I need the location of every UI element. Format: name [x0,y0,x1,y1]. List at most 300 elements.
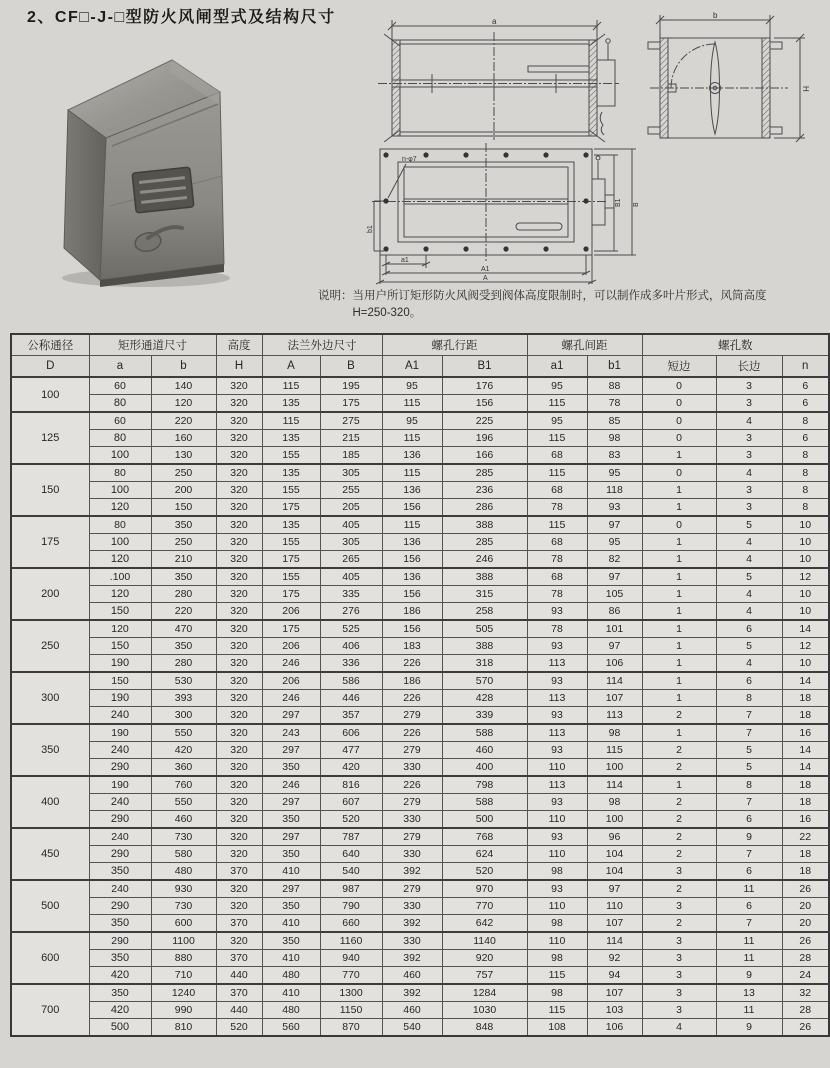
cell-value: 95 [527,377,587,395]
cell-value: 276 [320,603,382,621]
cell-value: 480 [151,863,216,881]
cell-value: 768 [442,828,527,846]
cell-value: 290 [89,932,151,950]
column-header: D [11,356,89,378]
table-row [11,863,829,881]
cell-value: 280 [151,586,216,603]
cell-value: 406 [320,638,382,655]
cell-value: 93 [527,794,587,811]
cell-value: 140 [151,377,216,395]
cell-value: 2 [642,794,716,811]
cell-value: 135 [262,464,320,482]
table-row [11,846,829,863]
cell-value: 1240 [151,984,216,1002]
table-row [11,395,829,413]
cell-value: 93 [527,672,587,690]
cell-value: 120 [89,620,151,638]
cell-value: 100 [89,534,151,551]
cell-value: 80 [89,395,151,413]
cell-value: 335 [320,586,382,603]
cell-value: 642 [442,915,527,933]
cell-value: 297 [262,880,320,898]
cell-value: 388 [442,516,527,534]
cell-value: 320 [216,464,262,482]
cell-value: 410 [262,863,320,881]
cell-value: 8 [782,499,829,517]
cell-value: 3 [642,898,716,915]
cell-value: 586 [320,672,382,690]
cell-value: 104 [587,846,642,863]
cell-value: 500 [89,1019,151,1037]
cell-value: 3 [642,984,716,1002]
table-row [11,638,829,655]
cell-value: 350 [89,950,151,967]
cell-value: 120 [89,586,151,603]
dim-label-B: B [633,202,640,207]
cell-value: 82 [587,551,642,569]
cell-value: 4 [716,412,782,430]
cell-value: 320 [216,395,262,413]
cell-value: 115 [262,377,320,395]
damper-photo-illustration [52,46,240,290]
cell-value: 258 [442,603,527,621]
cell-value: 220 [151,603,216,621]
cell-value: 606 [320,724,382,742]
cell-value: 320 [216,776,262,794]
cell-value: 250 [151,534,216,551]
cell-value: 607 [320,794,382,811]
cell-value: 392 [382,915,442,933]
cell-value: 1 [642,638,716,655]
cell-value: 26 [782,1019,829,1037]
cell-value: 320 [216,586,262,603]
cell-value: 2 [642,759,716,777]
cell-value: 11 [716,950,782,967]
cell-value: 14 [782,759,829,777]
cell-value: 330 [382,932,442,950]
note-text: 当用户所订矩形防火风阀受到阀体高度限制时，可以制作成多叶片形式，风筒高度H=250-320。 [352,290,767,319]
cell-value: 11 [716,1002,782,1019]
cell-value: 220 [151,412,216,430]
cell-value: 114 [587,932,642,950]
dim-label-B1: B1 [615,198,622,207]
cell-value: 350 [89,863,151,881]
cell-value: 940 [320,950,382,967]
column-header: b [151,356,216,378]
cell-value: 4 [716,586,782,603]
front-view-drawing [366,143,662,287]
cell-value: 1 [642,534,716,551]
table-row [11,724,829,742]
cell-value: 14 [782,620,829,638]
cell-value: 68 [527,482,587,499]
cell-value: 150 [89,672,151,690]
cell-value: 110 [527,898,587,915]
cell-value: 297 [262,794,320,811]
cell-value: 290 [89,846,151,863]
cell-value: 156 [382,551,442,569]
cell-value: 428 [442,690,527,707]
cell-value: 477 [320,742,382,759]
cell-value: 1 [642,499,716,517]
cell-value: 320 [216,412,262,430]
cell-value: 110 [527,759,587,777]
cell-value: 770 [320,967,382,985]
cell-value: 440 [216,967,262,985]
cell-value: 246 [442,551,527,569]
column-header: n [782,356,829,378]
cell-value: 120 [89,551,151,569]
cell-value: 7 [716,915,782,933]
end-view-drawing [628,12,820,144]
cell-value: 2 [642,707,716,725]
cell-value: 0 [642,377,716,395]
cell-value: 357 [320,707,382,725]
column-header: 长边 [716,356,782,378]
table-row [11,898,829,915]
cell-value: 7 [716,707,782,725]
cell-value: 3 [642,967,716,985]
dim-label-a1: a1 [401,257,409,264]
cell-value: 155 [262,568,320,586]
cell-value: 16 [782,811,829,829]
cell-value: 0 [642,516,716,534]
cell-value: 320 [216,724,262,742]
cell-value: 115 [527,1002,587,1019]
cell-value: 205 [320,499,382,517]
cell-value: 250 [151,464,216,482]
cell-value: 320 [216,846,262,863]
cell-value: 1284 [442,984,527,1002]
table-row [11,1002,829,1019]
cell-value: 279 [382,707,442,725]
cell-value: 150 [89,603,151,621]
cell-value: 135 [262,395,320,413]
column-header: B1 [442,356,527,378]
cell-value: 175 [262,620,320,638]
cell-value: 2 [642,828,716,846]
cell-value: 500 [442,811,527,829]
cell-value: 115 [262,412,320,430]
cell-value: 18 [782,846,829,863]
cell-value: 279 [382,880,442,898]
column-header: B [320,356,382,378]
dim-label-b1: b1 [367,225,374,233]
cell-value: 68 [527,534,587,551]
cell-value: 60 [89,377,151,395]
cell-value: 540 [382,1019,442,1037]
cell-value: 105 [587,586,642,603]
cell-value: 285 [442,464,527,482]
cell-value: 505 [442,620,527,638]
cell-value: 95 [587,464,642,482]
cell-value: 320 [216,568,262,586]
cell-value: 420 [89,1002,151,1019]
column-header: a [89,356,151,378]
cell-value: 4 [642,1019,716,1037]
cell-value: 388 [442,568,527,586]
cell-value: 100 [89,447,151,465]
cell-value: 787 [320,828,382,846]
cell-value: 16 [782,724,829,742]
cell-value: 115 [382,516,442,534]
cell-value: 136 [382,482,442,499]
cell-value: 1 [642,482,716,499]
cell-value: 104 [587,863,642,881]
cell-value: 96 [587,828,642,846]
table-row [11,482,829,499]
note-label: 说明： [318,290,353,302]
cell-value: 175 [262,499,320,517]
cell-value: 710 [151,967,216,985]
cell-value: 297 [262,828,320,846]
cell-value: 6 [716,898,782,915]
cell-value: 350 [262,846,320,863]
cell-value: 770 [442,898,527,915]
table-header [11,334,829,377]
cell-value: 350 [151,516,216,534]
cell-value: 305 [320,464,382,482]
cell-value: 60 [89,412,151,430]
note [318,288,828,321]
cell-value: 32 [782,984,829,1002]
cell-value: 113 [527,690,587,707]
cell-value: 410 [262,984,320,1002]
cell-value: 930 [151,880,216,898]
cell-value: 5 [716,568,782,586]
cell-value: 1 [642,672,716,690]
cell-value: 9 [716,828,782,846]
cell-value: 350 [262,811,320,829]
cell-value: 320 [216,932,262,950]
cell-value: 275 [320,412,382,430]
cell-value: 1 [642,586,716,603]
cell-value: 405 [320,516,382,534]
page-title: 2、CF□-J-□型防火风闸型式及结构尺寸 [27,9,336,26]
cell-value: 255 [320,482,382,499]
table-row [11,880,829,898]
cell-value: 135 [262,430,320,447]
table-row [11,464,829,482]
cell-value: 206 [262,672,320,690]
table-row [11,499,829,517]
cell-value: 120 [89,499,151,517]
cell-value: 135 [262,516,320,534]
cell-value: 240 [89,707,151,725]
cell-value: 98 [587,724,642,742]
cell-value: 420 [320,759,382,777]
cell-value: 1300 [320,984,382,1002]
cell-value: 106 [587,1019,642,1037]
cell-value: 186 [382,672,442,690]
cell-value: 265 [320,551,382,569]
cell-value: 570 [442,672,527,690]
cell-value: 106 [587,655,642,673]
cell-value: 24 [782,967,829,985]
cell-value: 5 [716,759,782,777]
cell-value: 93 [587,499,642,517]
cell-value: 350 [262,759,320,777]
cell-value: 130 [151,447,216,465]
cell-value: 97 [587,568,642,586]
cell-value: 97 [587,880,642,898]
cell-value: 28 [782,950,829,967]
cell-value: 107 [587,915,642,933]
cell-value: 226 [382,690,442,707]
cell-value: 279 [382,742,442,759]
cell-value: 470 [151,620,216,638]
cell-value: 4 [716,534,782,551]
cell-value: 226 [382,724,442,742]
cell-nominal-diameter: 150 [11,464,89,516]
cell-value: 10 [782,516,829,534]
table-row [11,776,829,794]
cell-value: 115 [382,430,442,447]
cell-value: 2 [642,880,716,898]
cell-value: 155 [262,447,320,465]
cell-value: 115 [527,430,587,447]
cell-value: 320 [216,516,262,534]
cell-value: 279 [382,828,442,846]
cell-value: 226 [382,655,442,673]
cell-value: 6 [782,430,829,447]
cell-value: 5 [716,742,782,759]
cell-value: 290 [89,898,151,915]
cell-nominal-diameter: 125 [11,412,89,464]
cell-value: 13 [716,984,782,1002]
table-row [11,516,829,534]
cell-value: 8 [782,482,829,499]
table-row [11,430,829,447]
cell-value: 410 [262,915,320,933]
cell-value: 14 [782,742,829,759]
cell-value: 206 [262,603,320,621]
cell-value: 0 [642,430,716,447]
cell-nominal-diameter: 175 [11,516,89,568]
cell-value: 20 [782,915,829,933]
cell-value: 225 [442,412,527,430]
table-row [11,377,829,395]
cell-value: 2 [642,811,716,829]
table-row [11,742,829,759]
cell-value: 360 [151,759,216,777]
cell-value: 0 [642,464,716,482]
cell-value: 290 [89,811,151,829]
cell-value: 115 [527,464,587,482]
cell-value: 98 [527,984,587,1002]
cell-value: 155 [262,482,320,499]
cell-value: 1030 [442,1002,527,1019]
cell-value: 990 [151,1002,216,1019]
column-header: A [262,356,320,378]
cell-value: 392 [382,984,442,1002]
cell-value: 588 [442,724,527,742]
cell-value: 1 [642,724,716,742]
cell-value: 93 [527,742,587,759]
cell-value: 320 [216,447,262,465]
cell-value: 330 [382,846,442,863]
cell-value: 520 [216,1019,262,1037]
cell-value: 26 [782,932,829,950]
column-group-header: 高度 [216,334,262,356]
cell-value: 97 [587,516,642,534]
cell-value: 243 [262,724,320,742]
cell-value: 392 [382,950,442,967]
cell-value: 10 [782,551,829,569]
cell-value: 107 [587,984,642,1002]
cell-value: 393 [151,690,216,707]
dim-label-H: H [801,86,810,92]
cell-nominal-diameter: 300 [11,672,89,724]
cell-value: 110 [587,898,642,915]
table-row [11,655,829,673]
table-row [11,620,829,638]
cell-nominal-diameter: 700 [11,984,89,1036]
cell-value: 370 [216,984,262,1002]
cell-value: 848 [442,1019,527,1037]
cell-value: 190 [89,655,151,673]
cell-value: 155 [262,534,320,551]
cell-value: 3 [716,377,782,395]
cell-value: 4 [716,551,782,569]
cell-value: 757 [442,967,527,985]
cell-value: 93 [527,707,587,725]
cell-value: 525 [320,620,382,638]
cell-value: 1150 [320,1002,382,1019]
cell-value: 14 [782,672,829,690]
column-header: H [216,356,262,378]
cell-value: 240 [89,880,151,898]
cell-value: 8 [782,464,829,482]
cell-value: 196 [442,430,527,447]
column-group-header: 螺孔行距 [382,334,527,356]
cell-value: 7 [716,724,782,742]
cell-value: 100 [587,811,642,829]
cell-value: 580 [151,846,216,863]
table-row [11,534,829,551]
table-row [11,672,829,690]
cell-value: 297 [262,742,320,759]
cell-value: 420 [89,967,151,985]
cell-value: 113 [527,724,587,742]
column-group-header: 公称通径 [11,334,89,356]
column-group-header: 矩形通道尺寸 [89,334,216,356]
cell-value: 920 [442,950,527,967]
table-row [11,568,829,586]
cell-value: 100 [89,482,151,499]
cell-value: 320 [216,534,262,551]
cell-value: 68 [527,447,587,465]
cell-value: 115 [382,464,442,482]
cell-value: 195 [320,377,382,395]
cell-value: 305 [320,534,382,551]
cell-value: 388 [442,638,527,655]
cell-value: 18 [782,707,829,725]
cell-nominal-diameter: 600 [11,932,89,984]
cell-value: 12 [782,568,829,586]
cell-value: 2 [642,742,716,759]
cell-value: 339 [442,707,527,725]
table-row [11,412,829,430]
cell-value: 4 [716,655,782,673]
table-row [11,967,829,985]
cell-value: 880 [151,950,216,967]
column-group-header: 法兰外边尺寸 [262,334,382,356]
cell-value: 108 [527,1019,587,1037]
cell-value: 18 [782,776,829,794]
cell-value: 97 [587,638,642,655]
cell-value: 6 [716,811,782,829]
